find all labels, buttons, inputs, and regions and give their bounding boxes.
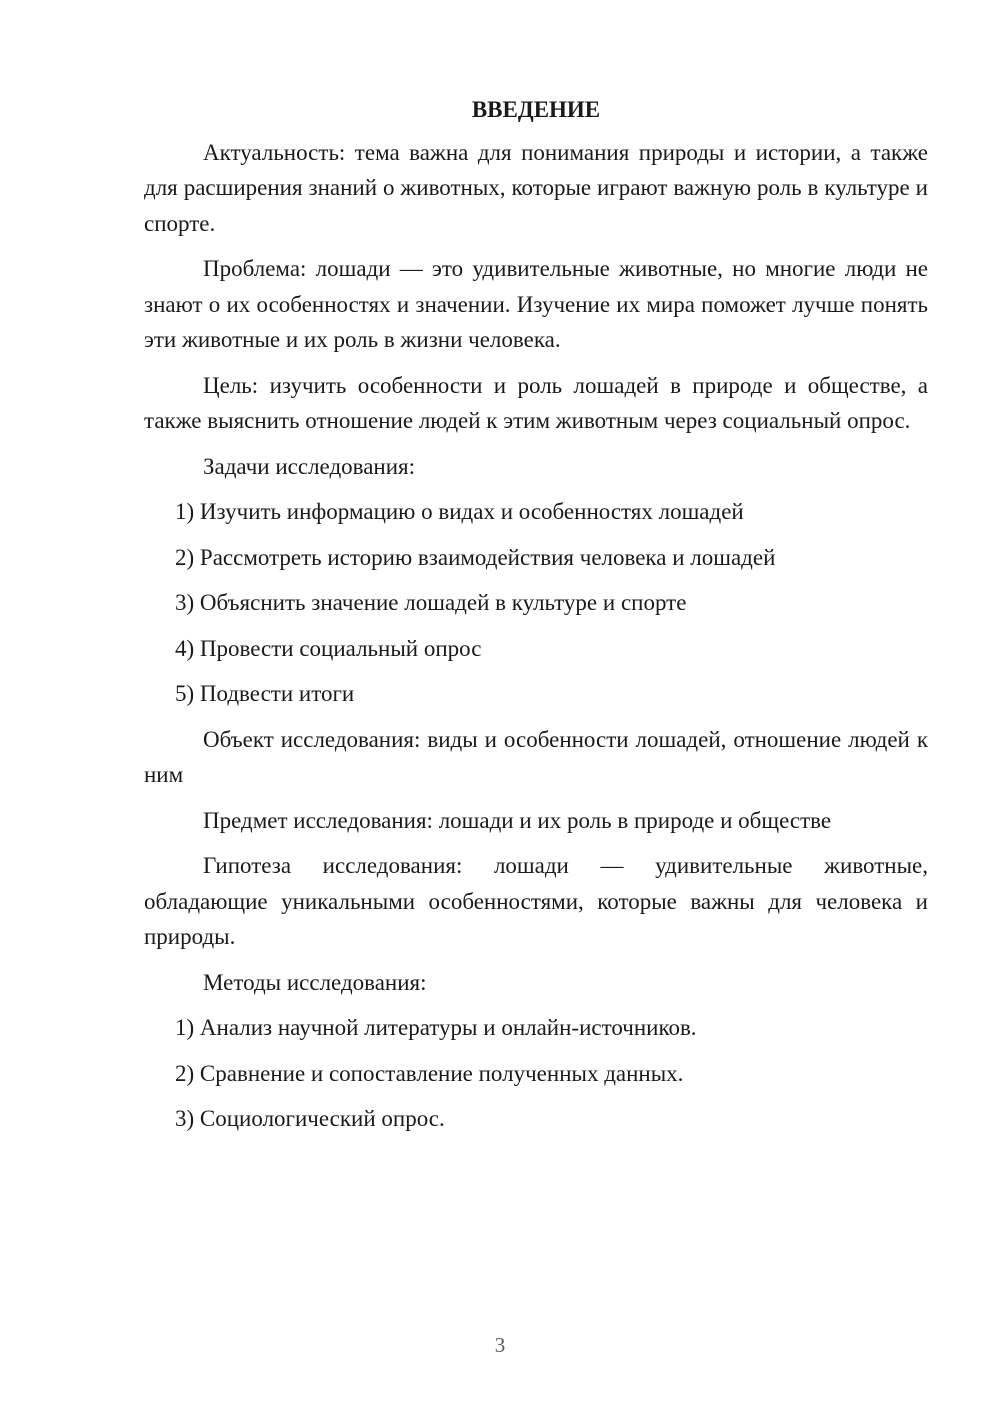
task-item: 4) Провести социальный опрос — [175, 635, 482, 661]
section-title: ВВЕДЕНИЕ — [471, 97, 601, 122]
task-item: 5) Подвести итоги — [175, 681, 355, 706]
hypothesis-paragraph: Гипотеза исследования: лошади — удивительные животные, обладающие уникальными особенностями, которые важны для человека и природы. — [144, 853, 928, 949]
method-item: 1) Анализ научной литературы и онлайн-источников. — [175, 1015, 697, 1040]
object-paragraph: Объект исследования: виды и особенности лошадей, отношение людей к ним — [144, 726, 928, 787]
page-content — [144, 92, 928, 1147]
tasks-list — [144, 494, 928, 712]
task-item: 2) Рассмотреть историю взаимодействия человека и лошадей — [175, 544, 776, 570]
problem-paragraph: Проблема: лошади — это удивительные животные, но многие люди не знают о их особенностях и значении. Изучение их мира поможет лучше понять эти животные и их роль в жизни человека. — [144, 256, 928, 352]
task-item: 1) Изучить информацию о видах и особенностях лошадей — [175, 499, 744, 524]
goal-paragraph: Цель: изучить особенности и роль лошадей в природе и обществе, а также выяснить отношение людей к этим животным через социальный опрос. — [144, 372, 928, 433]
method-item: 2) Сравнение и сопоставление полученных данных. — [175, 1060, 684, 1086]
tasks-heading: Задачи исследования: — [203, 453, 416, 479]
subject-paragraph: Предмет исследования: лошади и их роль в природе и обществе — [203, 807, 832, 833]
methods-list — [144, 1010, 928, 1137]
page-number: 3 — [494, 1333, 506, 1357]
relevance-paragraph: Актуальность: тема важна для понимания природы и истории, а также для расширения знаний о животных, которые играют важную роль в культуре и спорте. — [144, 139, 928, 236]
methods-heading: Методы исследования: — [203, 969, 427, 995]
task-item: 3) Объяснить значение лошадей в культуре и спорте — [175, 590, 687, 615]
method-item: 3) Социологический опрос. — [175, 1106, 445, 1131]
